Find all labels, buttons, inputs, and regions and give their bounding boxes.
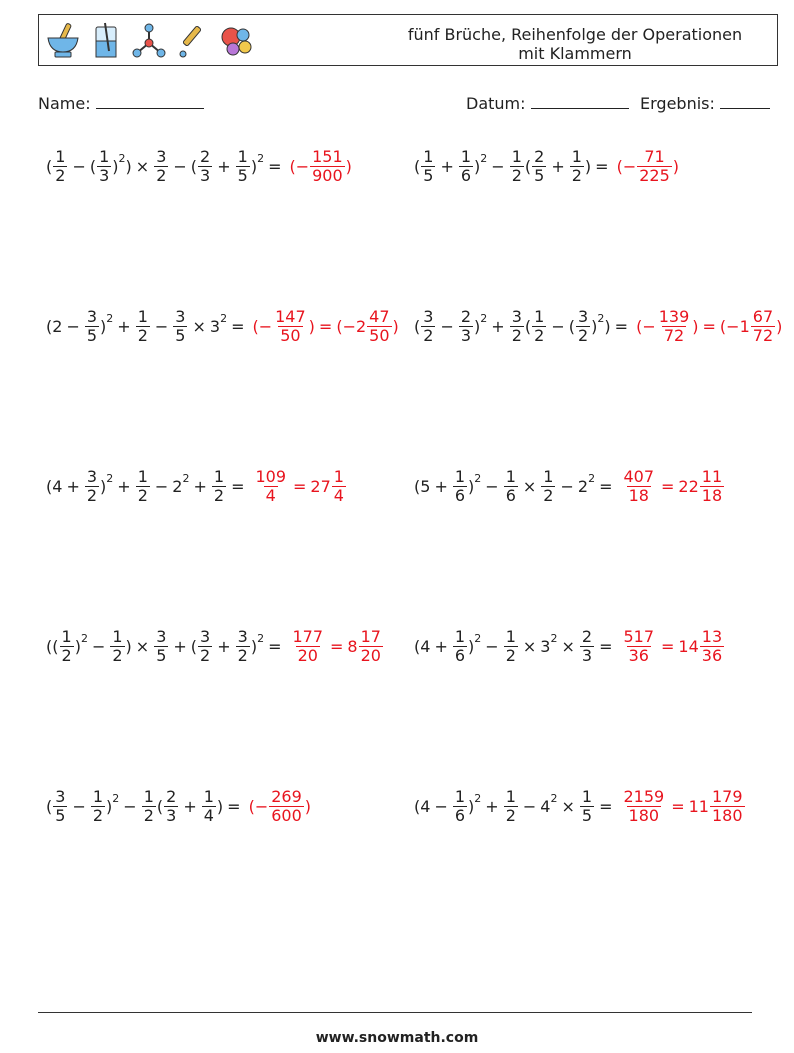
fraction: $\frac{407}{18}$ [623, 467, 655, 505]
fraction: $\frac{1}{6}$ [454, 467, 466, 505]
fraction: $\frac{177}{20}$ [292, 627, 324, 665]
fraction: $\frac{13}{36}$ [701, 627, 723, 665]
problem-expression: ( $\frac{1}{5}$ + $\frac{1}{6}$ ) $^2$ − $\frac{1}{2}$ ( $\frac{2}{5}$ + $\frac{1}{2}$ ) = [414, 147, 609, 185]
fraction: $\frac{1}{6}$ [505, 467, 516, 505]
problem-answer: $\frac{407}{18}$ = 22 $\frac{11}{18}$ [623, 467, 723, 505]
fraction: $\frac{71}{225}$ [639, 147, 670, 185]
fraction: $\frac{1}{2}$ [543, 467, 554, 505]
fraction: $\frac{109}{4}$ [255, 467, 287, 505]
problem-answer: (− $\frac{269}{600}$ ) [248, 787, 312, 825]
fraction: $\frac{1}{2}$ [534, 307, 545, 345]
fraction: $\frac{147}{50}$ [275, 307, 306, 345]
fraction: $\frac{1}{3}$ [99, 147, 110, 185]
fraction: $\frac{3}{2}$ [237, 627, 248, 665]
problem-expression: (4 + $\frac{1}{6}$ ) $^2$ − $\frac{1}{2}$ × 3 $^2$ × $\frac{2}{3}$ = [414, 627, 613, 665]
fraction: $\frac{3}{2}$ [423, 307, 434, 345]
problem-answer: $\frac{177}{20}$ = 8 $\frac{17}{20}$ [292, 627, 381, 665]
date-label: Datum: [466, 94, 526, 113]
name-field[interactable] [38, 94, 204, 113]
fraction: $\frac{1}{2}$ [511, 147, 522, 185]
title-line-2: mit Klammern [518, 44, 632, 63]
problem-expression: ( $\frac{3}{5}$ − $\frac{1}{2}$ ) $^2$ − $\frac{1}{2}$ ( $\frac{2}{3}$ + $\frac{1}{4}$ ) = [46, 787, 241, 825]
footer-url: www.snowmath.com [315, 1030, 479, 1046]
fraction: $\frac{1}{2}$ [505, 627, 516, 665]
problem-answer: (− $\frac{151}{900}$ ) [289, 147, 352, 185]
fraction: $\frac{3}{2}$ [156, 147, 167, 185]
problem-expression: (4 + $\frac{3}{2}$ ) $^2$ + $\frac{1}{2}$ − 2 $^2$ + $\frac{1}{2}$ = [46, 467, 245, 505]
problem-5 [46, 468, 347, 505]
problem-expression: (2 − $\frac{3}{5}$ ) $^2$ + $\frac{1}{2}$ − $\frac{3}{5}$ × 3 $^2$ = [46, 307, 245, 345]
fraction: $\frac{3}{5}$ [156, 627, 167, 665]
fraction: $\frac{2}{3}$ [200, 147, 211, 185]
title-line-1: fünf Brüche, Reihenfolge der Operationen [407, 25, 743, 44]
fraction: $\frac{2}{5}$ [534, 147, 545, 185]
fraction: $\frac{3}{2}$ [577, 307, 589, 345]
fraction: $\frac{1}{2}$ [55, 147, 66, 185]
fraction: $\frac{1}{2}$ [137, 467, 148, 505]
fraction: $\frac{2}{3}$ [166, 787, 177, 825]
fraction: $\frac{1}{2}$ [112, 627, 123, 665]
fraction: $\frac{179}{180}$ [711, 787, 743, 825]
result-blank[interactable] [720, 94, 770, 109]
result-field[interactable] [640, 94, 770, 113]
molecule-icon [131, 21, 167, 61]
problem-answer: (− $\frac{147}{50}$ ) = (−2 $\frac{47}{50}$ ) [252, 307, 399, 345]
fraction: $\frac{1}{2}$ [137, 307, 148, 345]
fraction: $\frac{2}{3}$ [460, 307, 472, 345]
problem-expression: ( $\frac{1}{2}$ − ( $\frac{1}{3}$ ) $^2$ ) × $\frac{3}{2}$ − ( $\frac{2}{3}$ + $\frac{1}{5}$ ) $^2$ = [46, 147, 282, 185]
dropper-icon [177, 21, 207, 61]
fraction: $\frac{47}{50}$ [369, 307, 390, 345]
date-blank[interactable] [531, 94, 629, 109]
worksheet-header [38, 14, 778, 66]
balls-icon [217, 21, 257, 61]
result-label: Ergebnis: [640, 94, 715, 113]
fraction: $\frac{517}{36}$ [623, 627, 655, 665]
problem-6 [414, 468, 725, 505]
problem-2 [414, 148, 679, 185]
fraction: $\frac{1}{2}$ [143, 787, 154, 825]
beaker-icon [91, 21, 121, 61]
fraction: $\frac{3}{2}$ [200, 627, 211, 665]
fraction: $\frac{1}{2}$ [213, 467, 225, 505]
fraction: $\frac{11}{18}$ [701, 467, 723, 505]
fraction: $\frac{1}{2}$ [61, 627, 72, 665]
fraction: $\frac{1}{5}$ [423, 147, 434, 185]
fraction: $\frac{2159}{180}$ [623, 787, 665, 825]
problem-expression: (5 + $\frac{1}{6}$ ) $^2$ − $\frac{1}{6}$ × $\frac{1}{2}$ − 2 $^2$ = [414, 467, 613, 505]
fraction: $\frac{3}{5}$ [86, 307, 98, 345]
fraction: $\frac{151}{900}$ [312, 147, 343, 185]
fraction: $\frac{269}{600}$ [271, 787, 302, 825]
fraction: $\frac{3}{5}$ [175, 307, 186, 345]
fraction: $\frac{3}{2}$ [511, 307, 522, 345]
problem-8 [414, 628, 725, 665]
fraction: $\frac{17}{20}$ [360, 627, 381, 665]
fraction: $\frac{3}{5}$ [55, 787, 66, 825]
problem-expression: (( $\frac{1}{2}$ ) $^2$ − $\frac{1}{2}$ ) × $\frac{3}{5}$ + ( $\frac{3}{2}$ + $\frac{3}{2}$ ) $^2$ = [46, 627, 282, 665]
mortar-pestle-icon [45, 21, 81, 61]
fraction: $\frac{1}{5}$ [581, 787, 593, 825]
problem-answer: $\frac{517}{36}$ = 14 $\frac{13}{36}$ [623, 627, 723, 665]
fraction: $\frac{1}{6}$ [460, 147, 472, 185]
problem-1 [46, 148, 352, 185]
problem-3 [46, 308, 399, 345]
fraction: $\frac{1}{2}$ [92, 787, 104, 825]
date-field[interactable] [466, 94, 629, 113]
problem-expression: (4 − $\frac{1}{6}$ ) $^2$ + $\frac{1}{2}$ − 4 $^2$ × $\frac{1}{5}$ = [414, 787, 613, 825]
fraction: $\frac{1}{2}$ [505, 787, 516, 825]
fraction: $\frac{2}{3}$ [581, 627, 593, 665]
fraction: $\frac{1}{2}$ [571, 147, 582, 185]
problem-10 [414, 788, 746, 825]
name-blank[interactable] [96, 94, 204, 109]
problem-answer: (− $\frac{139}{72}$ ) = (−1 $\frac{67}{72}$ ) [636, 307, 783, 345]
problem-answer: $\frac{109}{4}$ = 27 $\frac{1}{4}$ [255, 467, 344, 505]
problem-4 [414, 308, 782, 345]
fraction: $\frac{3}{2}$ [86, 467, 98, 505]
fraction: $\frac{67}{72}$ [752, 307, 774, 345]
fraction: $\frac{1}{4}$ [203, 787, 214, 825]
problem-answer: $\frac{2159}{180}$ = 11 $\frac{179}{180}$ [623, 787, 743, 825]
problem-answer: (− $\frac{71}{225}$ ) [616, 147, 680, 185]
fraction: $\frac{1}{6}$ [454, 787, 466, 825]
problem-7 [46, 628, 384, 665]
fraction: $\frac{139}{72}$ [658, 307, 690, 345]
problem-expression: ( $\frac{3}{2}$ − $\frac{2}{3}$ ) $^2$ + $\frac{3}{2}$ ( $\frac{1}{2}$ − ( $\frac{3}{2}$ ) $^2$ ) = [414, 307, 629, 345]
fraction: $\frac{1}{4}$ [333, 467, 344, 505]
footer-divider [38, 1012, 752, 1013]
name-label: Name: [38, 94, 91, 113]
worksheet-title [395, 25, 755, 63]
problem-9 [46, 788, 311, 825]
fraction: $\frac{1}{6}$ [454, 627, 466, 665]
icon-strip [45, 19, 257, 63]
fraction: $\frac{1}{5}$ [237, 147, 248, 185]
